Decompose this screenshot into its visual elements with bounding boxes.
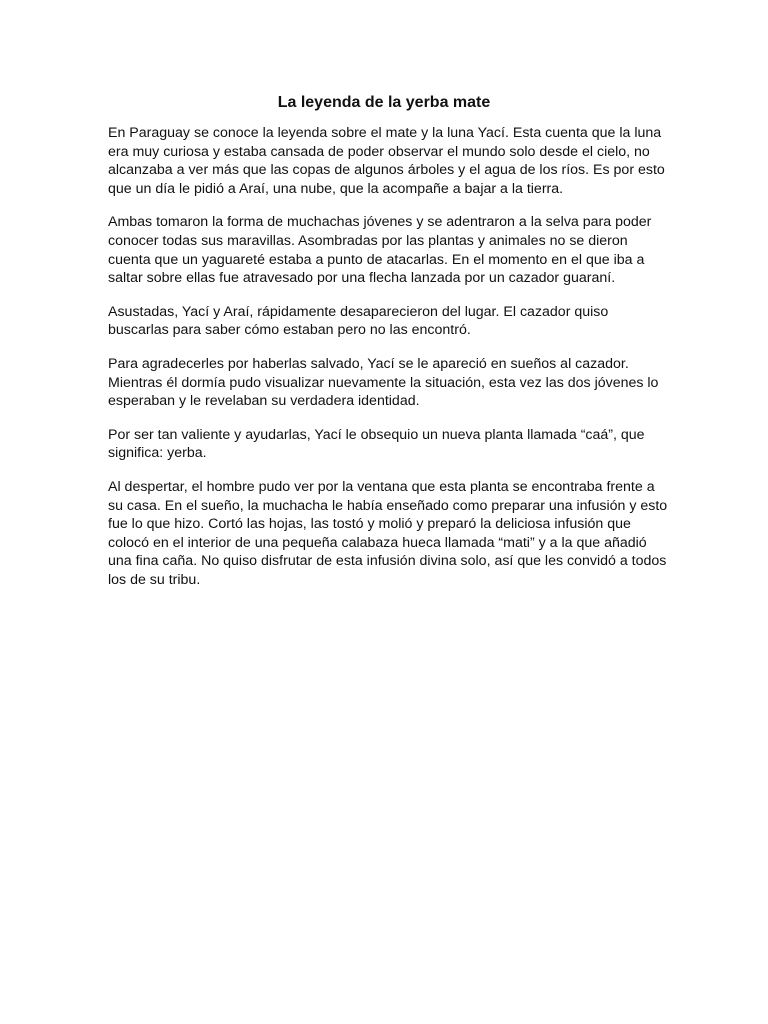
document-body (108, 124, 668, 604)
paragraph: En Paraguay se conoce la leyenda sobre el mate y la luna Yací. Esta cuenta que la luna era muy curiosa y estaba cansada de poder observar el mundo solo desde el cielo, no alcanzaba a ver más que las copas de algunos árboles y el agua de los ríos. Es por esto que un día le pidió a Araí, una nube, que la acompañe a bajar a la tierra. (108, 125, 665, 197)
document-title: La leyenda de la yerba mate (277, 94, 491, 111)
paragraph: Asustadas, Yací y Araí, rápidamente desaparecieron del lugar. El cazador quiso buscarlas para saber cómo estaban pero no las encontró. (108, 303, 609, 339)
paragraph: Por ser tan valiente y ayudarlas, Yací le obsequio un nueva planta llamada “caá”, que significa: yerba. (108, 426, 645, 462)
paragraph: Ambas tomaron la forma de muchachas jóvenes y se adentraron a la selva para poder conocer todas sus maravillas. Asombradas por las plantas y animales no se dieron cuenta que un yaguareté estaba a punto de atacarlas. En el momento en el que iba a saltar sobre ellas fue atravesado por una flecha lanzada por un cazador guaraní. (108, 214, 652, 287)
paragraph: Para agradecerles por haberlas salvado, Yací se le apareció en sueños al cazador. Mientras él dormía pudo visualizar nuevamente la situación, esta vez las dos jóvenes lo esperaban y le revelaban su verdadera identidad. (108, 355, 659, 410)
paragraph: Al despertar, el hombre pudo ver por la ventana que esta planta se encontraba frente a su casa. En el sueño, la muchacha le había enseñado como preparar una infusión y esto fue lo que hizo. Cortó las hojas, las tostó y molió y preparó la deliciosa infusión que colocó en el interior de una pequeña calabaza hueca llamada “mati” y a la que añadió una fina caña. No quiso disfrutar de esta infusión divina solo, así que les convidó a todos los de su tribu. (108, 478, 668, 588)
